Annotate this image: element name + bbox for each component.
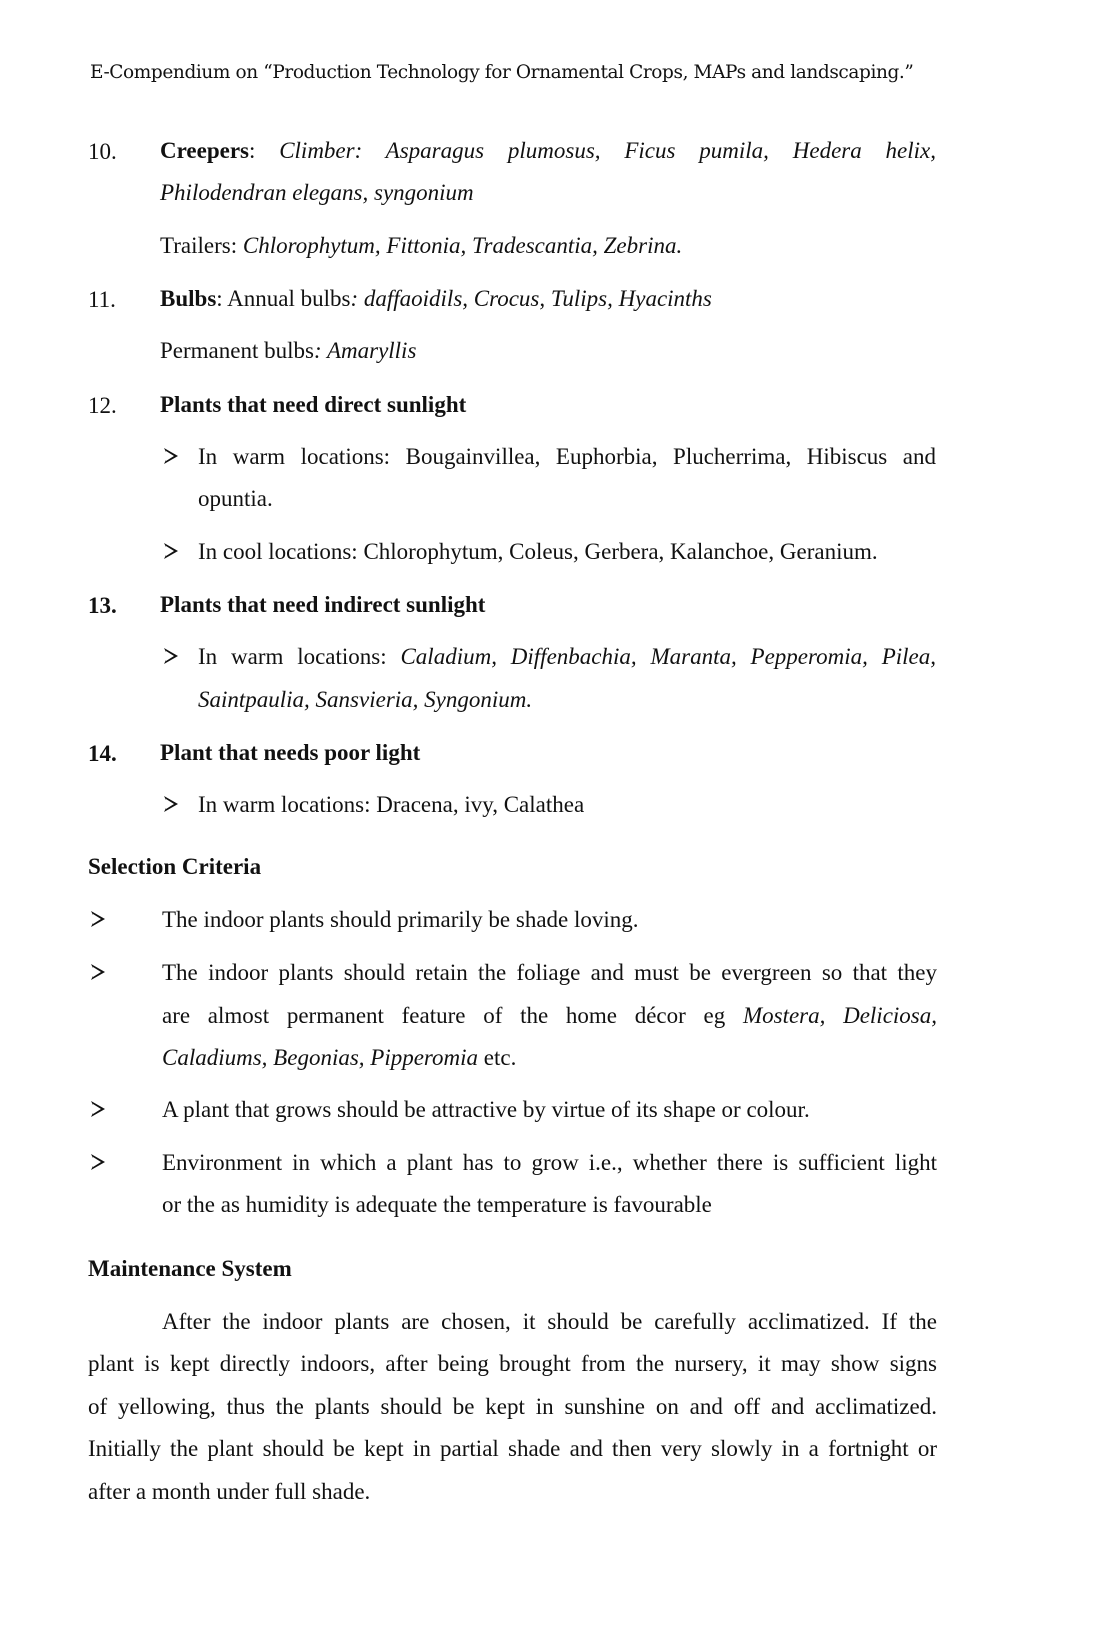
arrow-bullet-icon [163, 795, 179, 813]
permanent-bulbs-list: Amaryllis [326, 338, 417, 363]
bullet-text [198, 540, 878, 563]
item-title: Plant that needs poor light [160, 740, 421, 765]
running-header: E-Compendium on “Production Technology for Ornamental Crops, MAPs and landscaping.” [90, 62, 914, 83]
bullet-label: In warm locations: [198, 792, 377, 817]
permanent-bulbs-label: Permanent bulbs [160, 338, 314, 363]
item-title: Creepers [160, 138, 249, 163]
annual-bulbs-label: Annual bulbs [227, 286, 351, 311]
arrow-bullet-icon [90, 963, 106, 981]
bullet-text [198, 445, 936, 468]
item-11-line-1 [160, 287, 712, 310]
item-number: 12. [88, 393, 117, 418]
arrow-bullet-icon [163, 542, 179, 560]
arrow-bullet-icon [90, 910, 106, 928]
bullet-label: In cool locations: [198, 539, 364, 564]
criteria-point-continued [162, 1046, 516, 1069]
paragraph-line: after a month under full shade. [88, 1479, 371, 1504]
paragraph-line: of yellowing, thus the plants should be kept in sunshine on and off and acclimatized. [88, 1394, 937, 1419]
item-10-line-2: Philodendran elegans, syngonium [160, 180, 474, 205]
arrow-bullet-icon [90, 1153, 106, 1171]
climber-label: Climber: [279, 138, 386, 163]
plant-list: Mostera, Deliciosa, [742, 1003, 937, 1028]
plant-list: Dracena, ivy, Calathea [376, 792, 585, 817]
paragraph-line: plant is kept directly indoors, after being brought from the nursery, it may show signs [88, 1351, 937, 1376]
arrow-bullet-icon [163, 447, 179, 465]
criteria-point: The indoor plants should primarily be shade loving. [162, 907, 639, 932]
section-heading-selection-criteria: Selection Criteria [88, 854, 262, 879]
bullet-text-continued: Saintpaulia, Sansvieria, Syngonium. [198, 687, 533, 712]
trailers-list: Chlorophytum, Fittonia, Tradescantia, Zebrina. [242, 233, 683, 258]
colon: : [350, 286, 364, 311]
colon: : [248, 138, 280, 163]
item-number: 11. [88, 287, 116, 312]
arrow-bullet-icon [163, 647, 179, 665]
criteria-point: Environment in which a plant has to grow i.e., whether there is sufficient light [162, 1150, 937, 1175]
annual-bulbs-list: daffaoidils, Crocus, Tulips, Hyacinths [363, 286, 712, 311]
paragraph-line: After the indoor plants are chosen, it should be carefully acclimatized. If the [162, 1309, 937, 1334]
plant-list: Caladium, Diffenbachia, Maranta, Pepperomia, Pilea, [400, 644, 936, 669]
criteria-point-continued: or the as humidity is adequate the temperature is favourable [162, 1192, 712, 1217]
item-number: 10. [88, 139, 117, 164]
criteria-point: The indoor plants should retain the foliage and must be evergreen so that they [162, 960, 937, 985]
colon: : [216, 286, 228, 311]
bullet-text [198, 645, 936, 668]
plant-list: Caladiums, Begonias, Pipperomia [162, 1045, 479, 1070]
trailers-label: Trailers: [160, 233, 243, 258]
criteria-text: etc. [478, 1045, 517, 1070]
bullet-text-continued: opuntia. [198, 486, 273, 511]
criteria-point: A plant that grows should be attractive by virtue of its shape or colour. [162, 1097, 810, 1122]
item-number: 13. [88, 593, 117, 618]
colon: : [313, 338, 327, 363]
criteria-point-continued [162, 1004, 937, 1027]
item-title: Plants that need direct sunlight [160, 392, 467, 417]
paragraph-line: Initially the plant should be kept in partial shade and then very slowly in a fortnight or [88, 1436, 937, 1461]
arrow-bullet-icon [90, 1100, 106, 1118]
criteria-text: are almost permanent feature of the home décor eg [162, 1003, 743, 1028]
plant-list: Bougainvillea, Euphorbia, Plucherrima, Hibiscus and [405, 444, 936, 469]
item-10-trailers [160, 234, 682, 257]
bullet-label: In warm locations: [198, 644, 401, 669]
section-heading-maintenance-system: Maintenance System [88, 1256, 292, 1281]
item-title: Plants that need indirect sunlight [160, 592, 486, 617]
item-11-line-2 [160, 339, 416, 362]
item-number: 14. [88, 741, 117, 766]
item-title: Bulbs [160, 286, 217, 311]
plant-list: Chlorophytum, Coleus, Gerbera, Kalanchoe, Geranium. [363, 539, 878, 564]
bullet-text [198, 793, 584, 816]
bullet-label: In warm locations: [198, 444, 406, 469]
item-10-line-1 [160, 139, 936, 162]
climber-list: Asparagus plumosus, Ficus pumila, Hedera helix, [385, 138, 937, 163]
